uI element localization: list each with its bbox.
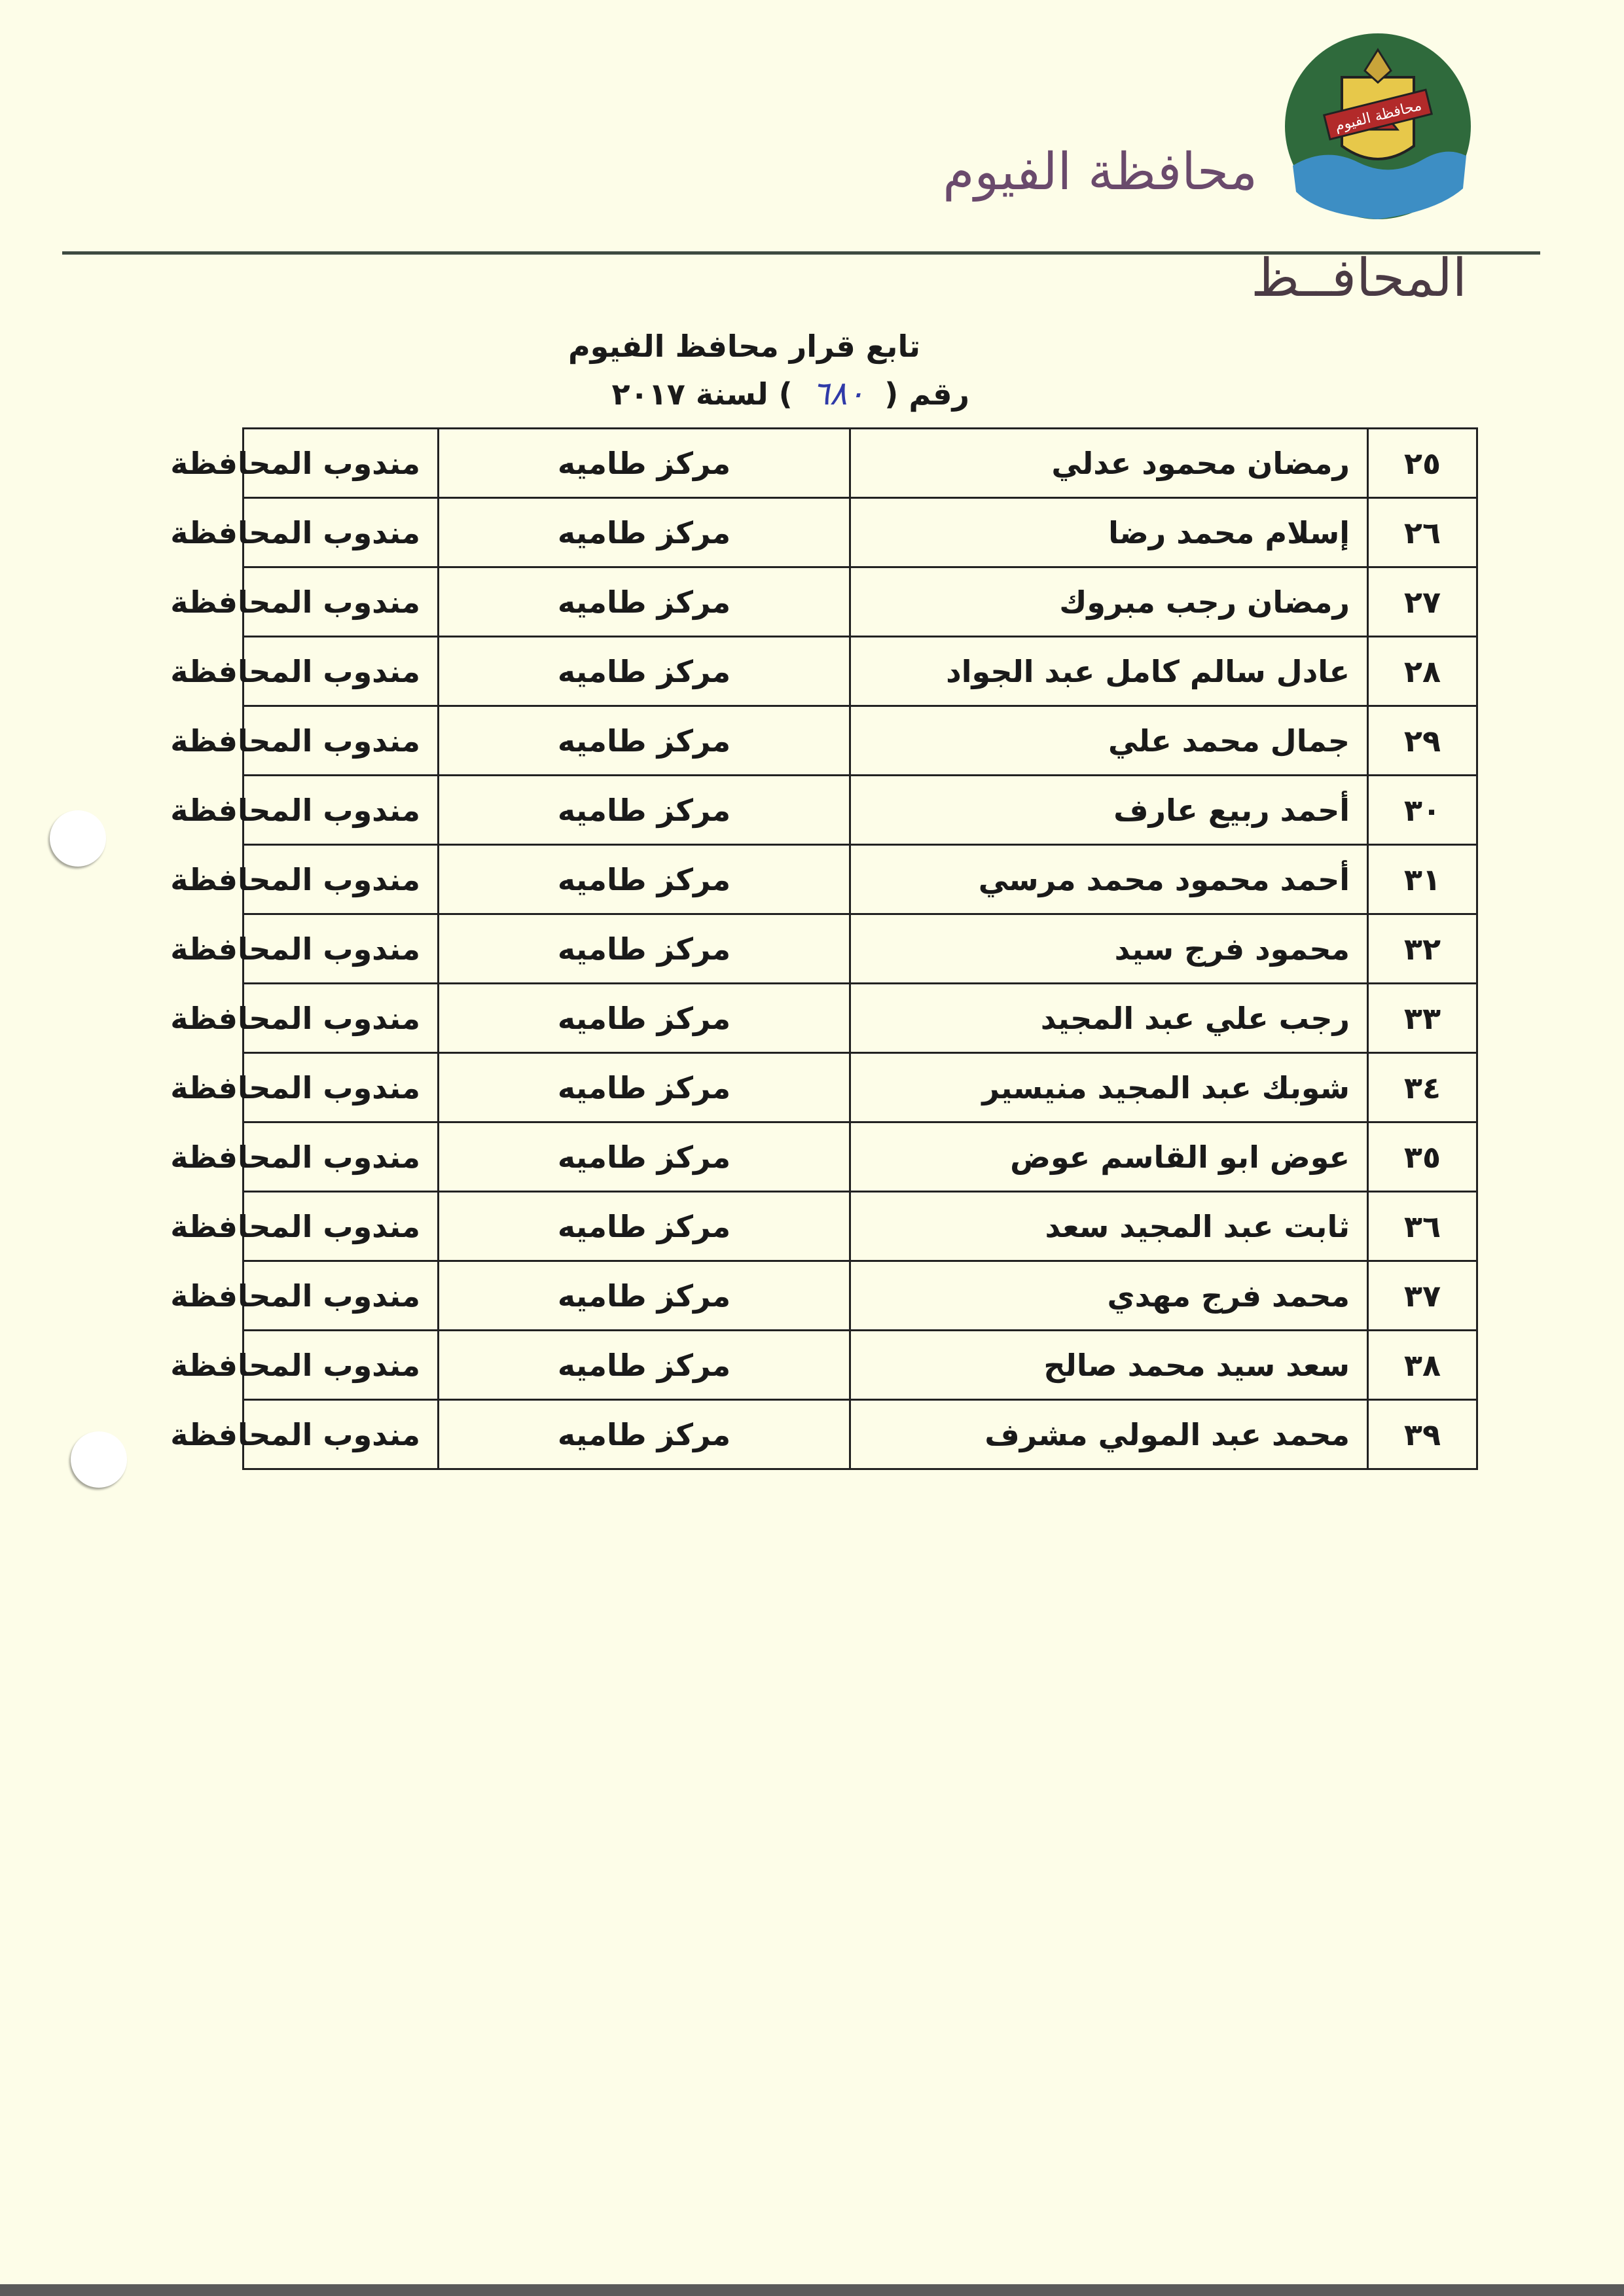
- decree-number-suffix: ) لسنة ٢٠١٧: [611, 376, 793, 412]
- row-number: ٣٧: [1368, 1261, 1477, 1331]
- table-row: [244, 1261, 1477, 1331]
- person-name: رجب علي عبد المجيد: [850, 984, 1368, 1053]
- row-number: ٣٨: [1368, 1331, 1477, 1400]
- role-title: مندوب المحافظة: [244, 637, 439, 706]
- person-name: محمد فرج مهدي: [850, 1261, 1368, 1331]
- person-name: شوبك عبد المجيد منيسير: [850, 1053, 1368, 1122]
- row-number: ٣٢: [1368, 914, 1477, 984]
- table-row: [244, 567, 1477, 637]
- role-title: مندوب المحافظة: [244, 1053, 439, 1122]
- center-name: مركز طاميه: [439, 429, 850, 498]
- decree-number-handwritten: ٦٨٠: [812, 374, 865, 412]
- center-name: مركز طاميه: [439, 1122, 850, 1192]
- row-number: ٢٨: [1368, 637, 1477, 706]
- row-number: ٢٥: [1368, 429, 1477, 498]
- table-row: [244, 1331, 1477, 1400]
- center-name: مركز طاميه: [439, 1053, 850, 1122]
- table-row: [244, 706, 1477, 776]
- row-number: ٣٥: [1368, 1122, 1477, 1192]
- person-name: أحمد ربيع عارف: [850, 776, 1368, 845]
- center-name: مركز طاميه: [439, 1261, 850, 1331]
- role-title: مندوب المحافظة: [244, 1122, 439, 1192]
- table-row: [244, 1192, 1477, 1261]
- table-row: [244, 429, 1477, 498]
- person-name: عادل سالم كامل عبد الجواد: [850, 637, 1368, 706]
- table-row: [244, 1400, 1477, 1469]
- delegates-table-body: [170, 429, 1477, 1469]
- table-row: [244, 1053, 1477, 1122]
- decree-title: تابع قرار محافظ الفيوم: [568, 329, 920, 364]
- role-title: مندوب المحافظة: [244, 914, 439, 984]
- center-name: مركز طاميه: [439, 776, 850, 845]
- role-title: مندوب المحافظة: [244, 845, 439, 914]
- role-title: مندوب المحافظة: [244, 776, 439, 845]
- role-title: مندوب المحافظة: [244, 498, 439, 567]
- table-row: [244, 776, 1477, 845]
- person-name: رمضان رجب مبروك: [850, 567, 1368, 637]
- row-number: ٣٠: [1368, 776, 1477, 845]
- role-title: مندوب المحافظة: [244, 706, 439, 776]
- center-name: مركز طاميه: [439, 1400, 850, 1469]
- scan-bottom-edge: [0, 2284, 1624, 2296]
- person-name: إسلام محمد رضا: [850, 498, 1368, 567]
- row-number: ٢٧: [1368, 567, 1477, 637]
- seal-banner-text: محافظة الفيوم: [1333, 97, 1424, 135]
- center-name: مركز طاميه: [439, 498, 850, 567]
- table-row: [244, 914, 1477, 984]
- person-name: عوض ابو القاسم عوض: [850, 1122, 1368, 1192]
- person-name: رمضان محمود عدلي: [850, 429, 1368, 498]
- row-number: ٢٦: [1368, 498, 1477, 567]
- punch-hole-upper: [50, 810, 106, 867]
- row-number: ٣١: [1368, 845, 1477, 914]
- role-title: مندوب المحافظة: [244, 567, 439, 637]
- role-title: مندوب المحافظة: [244, 1261, 439, 1331]
- center-name: مركز طاميه: [439, 914, 850, 984]
- person-name: محمود فرج سيد: [850, 914, 1368, 984]
- row-number: ٣٤: [1368, 1053, 1477, 1122]
- role-title: مندوب المحافظة: [244, 1400, 439, 1469]
- center-name: مركز طاميه: [439, 1331, 850, 1400]
- person-name: سعد سيد محمد صالح: [850, 1331, 1368, 1400]
- center-name: مركز طاميه: [439, 1192, 850, 1261]
- fayoum-governorate-seal-icon: [1280, 31, 1476, 221]
- person-name: ثابت عبد المجيد سعد: [850, 1192, 1368, 1261]
- decree-number-line: [612, 374, 969, 412]
- table-row: [244, 498, 1477, 567]
- center-name: مركز طاميه: [439, 567, 850, 637]
- row-number: ٣٦: [1368, 1192, 1477, 1261]
- role-title: مندوب المحافظة: [244, 429, 439, 498]
- table-row: [244, 637, 1477, 706]
- person-name: أحمد محمود محمد مرسي: [850, 845, 1368, 914]
- row-number: ٢٩: [1368, 706, 1477, 776]
- role-title: مندوب المحافظة: [244, 1192, 439, 1261]
- center-name: مركز طاميه: [439, 845, 850, 914]
- person-name: محمد عبد المولي مشرف: [850, 1400, 1368, 1469]
- role-title: مندوب المحافظة: [244, 1331, 439, 1400]
- center-name: مركز طاميه: [439, 706, 850, 776]
- role-title: مندوب المحافظة: [244, 984, 439, 1053]
- row-number: ٣٩: [1368, 1400, 1477, 1469]
- decree-number-prefix: رقم (: [884, 376, 969, 412]
- center-name: مركز طاميه: [439, 984, 850, 1053]
- punch-hole-lower: [71, 1431, 127, 1488]
- table-row: [244, 1122, 1477, 1192]
- office-title: المحافــظ: [1251, 247, 1467, 308]
- person-name: جمال محمد علي: [850, 706, 1368, 776]
- table-row: [244, 845, 1477, 914]
- row-number: ٣٣: [1368, 984, 1477, 1053]
- governorate-name: محافظة الفيوم: [943, 143, 1257, 202]
- center-name: مركز طاميه: [439, 637, 850, 706]
- delegates-table: [170, 427, 1478, 1470]
- table-row: [244, 984, 1477, 1053]
